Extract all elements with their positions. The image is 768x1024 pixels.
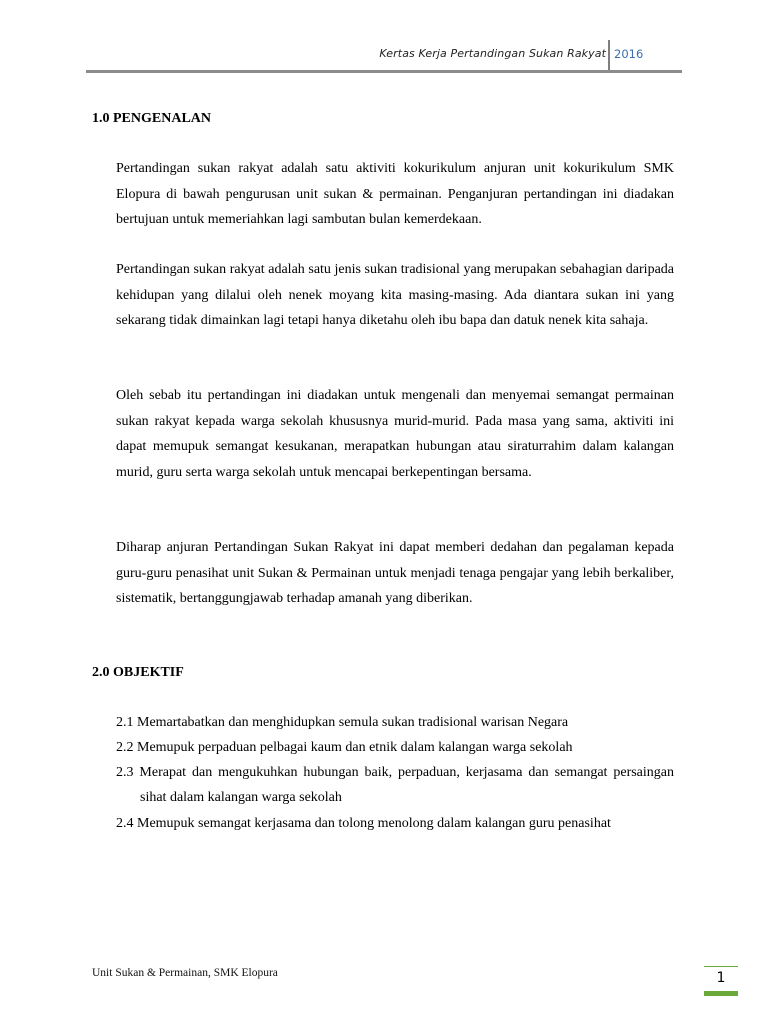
intro-paragraph-4: Diharap anjuran Pertandingan Sukan Rakyat ini dapat memberi dedahan dan pegalaman kepada guru-guru penasihat unit Sukan & Permainan untuk menjadi tenaga pengajar yang lebih berkaliber, sistematik, bertanggungjawab terhadap amanah yang diberikan. — [116, 540, 674, 607]
objective-item: 2.2 Memupuk perpaduan pelbagai kaum dan etnik dalam kalangan warga sekolah — [116, 740, 573, 755]
page-number-accent-bar — [704, 991, 738, 996]
footer-unit-name: Unit Sukan & Permainan, SMK Elopura — [92, 967, 278, 979]
document-title: Kertas Kerja Pertandingan Sukan Rakyat — [379, 47, 606, 60]
objective-item: 2.3 Merapat dan mengukuhkan hubungan baik, perpaduan, kerjasama dan semangat persaingan sihat dalam kalangan warga sekolah — [116, 765, 674, 805]
objective-item: 2.1 Memartabatkan dan menghidupkan semula sukan tradisional warisan Negara — [116, 715, 569, 730]
intro-paragraph-3: Oleh sebab itu pertandingan ini diadakan untuk mengenali dan menyemai semangat permainan sukan rakyat kepada warga sekolah khususnya murid-murid. Pada masa yang sama, aktiviti ini dapat memupuk semangat kesukanan, merapatkan hubungan atau siraturrahim dalam kalangan murid, guru serta warga sekolah untuk mencapai berkepentingan bersama. — [116, 388, 674, 480]
header-rule — [86, 70, 682, 73]
objective-item: 2.4 Memupuk semangat kerjasama dan tolong menolong dalam kalangan guru penasihat — [116, 816, 611, 831]
section-heading-pengenalan: 1.0 PENGENALAN — [92, 111, 212, 126]
document-year: 2016 — [614, 47, 644, 61]
section-heading-objektif: 2.0 OBJEKTIF — [92, 665, 184, 680]
header-divider — [608, 40, 610, 70]
page-number: 1 — [704, 966, 738, 989]
intro-paragraph-2: Pertandingan sukan rakyat adalah satu jenis sukan tradisional yang merupakan sebahagian daripada kehidupan yang dilalui oleh nenek moyang kita masing-masing. Ada diantara sukan ini yang sekarang tidak dimainkan lagi tetapi hanya diketahu oleh ibu bapa dan datuk nenek kita sahaja. — [116, 262, 674, 329]
intro-paragraph-1: Pertandingan sukan rakyat adalah satu aktiviti kokurikulum anjuran unit kokurikulum SMK Elopura di bawah pengurusan unit sukan & permainan. Penganjuran pertandingan ini diadakan bertujuan untuk memeriahkan lagi sambutan bulan kemerdekaan. — [116, 161, 674, 228]
